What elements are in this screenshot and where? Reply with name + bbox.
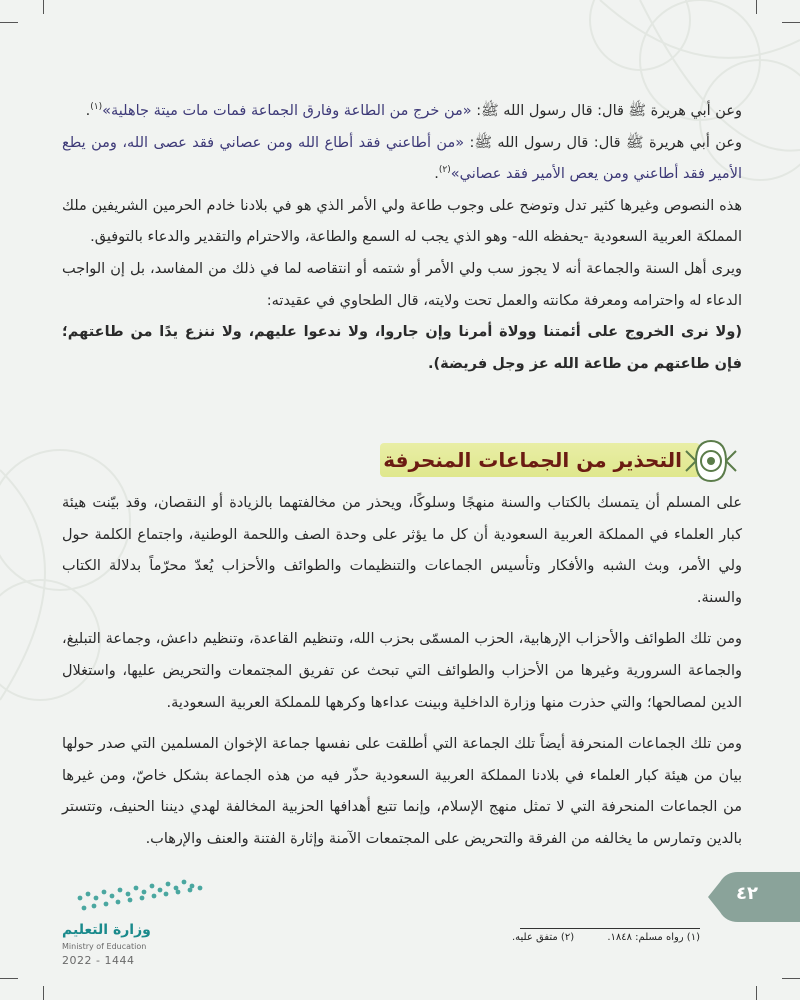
- crop-mark: [782, 22, 800, 23]
- paragraph-hadith-2: وعن أبي هريرة ﷺ قال: قال رسول الله ﷺ: «من أطاعني فقد أطاع الله ومن عصاني فقد عصى الله، ومن يطع الأمير فقد أطاعني ومن يعص الأمير فقد عصاني»$^{(٢)}$.: [62, 134, 742, 183]
- section-heading-bar: [380, 443, 700, 477]
- section-heading: [320, 437, 740, 485]
- crop-mark: [756, 0, 757, 14]
- footnote-2: (٢) متفق عليه.: [511, 932, 575, 943]
- paragraph-obedience: هذه النصوص وغيرها كثير تدل وتوضح على وجوب طاعة ولي الأمر الذي هو في بلادنا خادم الحرمين الشريفين ملك المملكة العربية السعودية -يحفظه الله- وهو الذي يجب له السمع والطاعة، والاحترام والتقدير والدعاء بالتوفيق.: [62, 197, 742, 246]
- paragraph-terror-groups: ومن تلك الطوائف والأحزاب الإرهابية، الحزب المسمّى بحزب الله، وتنظيم القاعدة، وتنظيم داعش، وجماعة التبليغ، والجماعة السرورية وغيرها من الأحزاب والطوائف التي تبحث عن تفريق المجتمعات والتحريض عليها، واستغلال الدين لمصالحها؛ والتي حذرت منها وزارة الداخلية وبينت عداءها وكرهها للمملكة العربية السعودية.: [62, 631, 742, 711]
- paragraph-muslim-brotherhood: ومن تلك الجماعات المنحرفة أيضاً تلك الجماعة التي أطلقت على نفسها جماعة الإخوان المسلمين التي صدر حولها بيان من هيئة كبار العلماء في بلادنا المملكة العربية السعودية حذّر فيه من هذه الجماعة بشكل خاصّ، ومن غيرها من الجماعات المنحرفة التي لا تمثل منهج الإسلام، وإنما تتبع أهدافها الحزبية المخالفة لهدي ديننا الحنيف، وتتستر بالدين وتمارس ما يخالفه من الفرقة والتحريض على المجتمعات الآمنة وإثارة الفتنة والعنف والإرهاب.: [62, 736, 742, 847]
- ministry-name-arabic: وزارة التعليم: [62, 922, 151, 938]
- crop-mark: [756, 986, 757, 1000]
- ornament-icon: [682, 437, 740, 485]
- footnotes: [360, 932, 700, 943]
- crop-mark: [43, 986, 44, 1000]
- crop-mark: [782, 978, 800, 979]
- hadith-quote-2: «من أطاعني فقد أطاع الله ومن عصاني فقد عصى الله، ومن يطع الأمير فقد أطاعني ومن يعص الأمير فقد عصاني»: [62, 134, 742, 183]
- section-heading-text: التحذير من الجماعات المنحرفة: [383, 448, 682, 472]
- crop-mark: [0, 978, 18, 979]
- paragraph-hadith-1: وعن أبي هريرة ﷺ قال: قال رسول الله ﷺ: «من خرج من الطاعة وفارق الجماعة فمات مات ميتة جاهلية»$^{(١)}$.: [85, 102, 742, 119]
- paragraph-ahl-sunnah: ويرى أهل السنة والجماعة أنه لا يجوز سب ولي الأمر أو شتمه أو انتقاصه لما في ذلك من المفاسد، بل إن الواجب الدعاء له واحترامه ومعرفة مكانته والعمل تحت ولايته، قال الطحاوي في عقيدته:: [62, 260, 742, 309]
- ministry-name-english: Ministry of Education: [62, 942, 147, 951]
- hadith-quote-1: «من خرج من الطاعة وفارق الجماعة فمات مات ميتة جاهلية»: [102, 103, 472, 119]
- page-number: ٤٢: [736, 883, 758, 904]
- ministry-year: 2022 - 1444: [62, 954, 135, 967]
- ministry-logo-icon: [60, 868, 220, 968]
- paragraph-adherence: على المسلم أن يتمسك بالكتاب والسنة منهجًا وسلوكًا، ويحذر من مخالفتهما بالزيادة أو النقصان، وقد بيّنت هيئة كبار العلماء في المملكة العربية السعودية أن كل ما يؤثر على وحدة الصف واللحمة الوطنية، واجتماع الكلمة حول ولي الأمر، وبث الشبه والأفكار وتأسيس الجماعات والتنظيمات والطوائف والأحزاب يُعدّ محرّماً بدلالة الكتاب والسنة.: [62, 495, 742, 606]
- crop-mark: [43, 0, 44, 14]
- footnote-1: (١) رواه مسلم: ١٨٤٨.: [607, 932, 700, 943]
- footnote-divider: [520, 928, 700, 929]
- footnote-mark-1: (١): [90, 102, 103, 113]
- crop-mark: [0, 22, 18, 23]
- body-text-bottom: [62, 488, 742, 856]
- paragraph-tahawi-quote: (ولا نرى الخروج على أئمتنا وولاة أمرنا وإن جاروا، ولا ندعوا عليهم، ولا ننزع يدًا من طاعتهم؛ فإن طاعتهم من طاعة الله عز وجل فريضة).: [62, 324, 742, 372]
- body-text-top: [62, 96, 742, 380]
- footnote-mark-2: (٢): [438, 165, 451, 176]
